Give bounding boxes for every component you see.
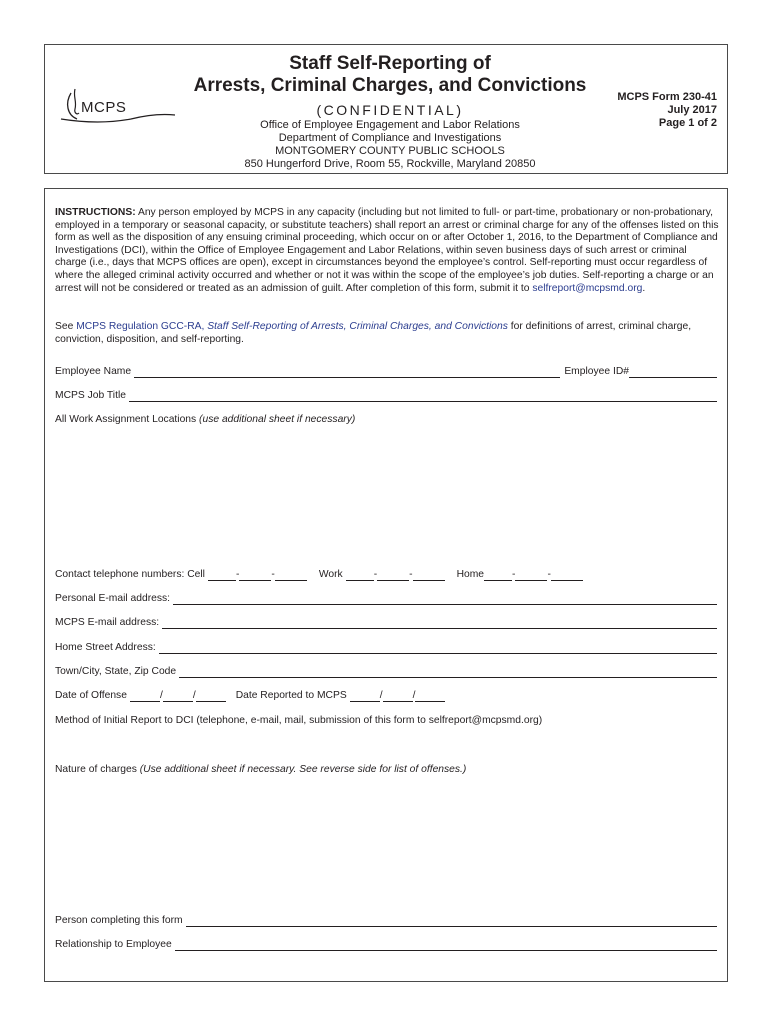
home-label: Home: [456, 569, 485, 580]
locations-area[interactable]: [55, 429, 717, 559]
form-number: MCPS Form 230-41: [617, 91, 717, 103]
relationship-field[interactable]: [175, 940, 717, 951]
regulation-note: See MCPS Regulation GCC-RA, Staff Self-Reporting of Arrests, Criminal Charges, and Convictions for definitions of arrest, criminal charge, conviction, disposition, and self-reporting.: [55, 321, 692, 345]
instructions-label: INSTRUCTIONS:: [55, 207, 136, 218]
logo-text: MCPS: [81, 99, 127, 116]
reported-month-field[interactable]: [350, 691, 380, 702]
school-system-line: MONTGOMERY COUNTY PUBLIC SCHOOLS: [275, 145, 505, 157]
instructions: INSTRUCTIONS: Any person employed by MCPS in any capacity (including but not limited to full- or part-time, probationary or non-probationary, employed in a temporary or seasonal capacity, or substitute teachers) shall report an arrest or criminal charge for any of the offenses listed on this form as well as the disposition of any ensuing criminal proceeding, which occur on or after October 1, 2016, to the Department of Compliance and Investigations (DCI), within the Office of Employee Engagement and Labor Relations, within seven business days of such arrest or criminal charge (i.e., days that MCPS offices are open), except in circumstances beyond the employee’s control. Self-reporting must occur regardless of where the alleged criminal activity occurred and whether or not it was within the scope of the employee’s job duties. Self-reporting a charge or an arrest will not be considered or treated as an admission of guilt. After completion of this form, submit it to selfreport@mcpsmd.org.: [55, 207, 719, 294]
page-number: Page 1 of 2: [658, 117, 717, 129]
personal-email-field[interactable]: [173, 594, 717, 605]
locations-note: (use additional sheet if necessary): [199, 414, 356, 425]
form-title-line1: Staff Self-Reporting of: [289, 53, 491, 74]
cell-prefix-field[interactable]: [239, 570, 271, 581]
address-line: 850 Hungerford Drive, Room 55, Rockville, Maryland 20850: [244, 158, 536, 170]
work-label: Work: [318, 569, 343, 580]
home-address-field[interactable]: [159, 643, 717, 654]
method-area[interactable]: [55, 729, 717, 755]
relationship-row: [55, 938, 717, 951]
form-header: [44, 44, 728, 174]
form-body: [44, 188, 728, 982]
personal-email-row: [55, 592, 717, 605]
home-address-label: Home Street Address:: [55, 642, 156, 653]
nature-note: (Use additional sheet if necessary. See reverse side for list of offenses.): [139, 764, 467, 775]
job-title-label: MCPS Job Title: [55, 390, 126, 401]
date-reported-label: Date Reported to MCPS: [235, 690, 347, 701]
person-completing-row: [55, 914, 717, 927]
cell-area-code-field[interactable]: [208, 570, 236, 581]
date-offense-label: Date of Offense: [55, 690, 127, 701]
title-block: [175, 53, 605, 171]
form-date: July 2017: [667, 104, 717, 116]
town-field[interactable]: [179, 667, 717, 678]
town-label: Town/City, State, Zip Code: [55, 666, 177, 677]
work-prefix-field[interactable]: [377, 570, 409, 581]
employee-name-label: Employee Name: [55, 366, 132, 377]
nature-label: Nature of charges: [55, 764, 137, 775]
personal-email-label: Personal E-mail address:: [55, 593, 171, 604]
mcps-logo: [59, 75, 179, 139]
nature-row: [55, 763, 717, 776]
home-area-code-field[interactable]: [484, 570, 512, 581]
locations-row: [55, 413, 717, 426]
office-line: Office of Employee Engagement and Labor Relations: [260, 119, 520, 131]
home-address-row: [55, 641, 717, 654]
mcps-email-field[interactable]: [162, 618, 717, 629]
home-number-field[interactable]: [551, 570, 583, 581]
contact-row: Contact telephone numbers: Cell - - Work - - Home - -: [55, 568, 717, 581]
department-line: Department of Compliance and Investigations: [278, 132, 502, 144]
employee-id-label: Employee ID#: [564, 366, 629, 377]
contact-label: Contact telephone numbers: Cell: [55, 569, 205, 580]
relationship-label: Relationship to Employee: [55, 939, 172, 950]
employee-name-row: [55, 365, 717, 378]
offense-year-field[interactable]: [196, 691, 226, 702]
job-title-field[interactable]: [129, 391, 717, 402]
work-number-field[interactable]: [413, 570, 445, 581]
employee-id-field[interactable]: [629, 367, 717, 378]
mcps-email-row: [55, 616, 717, 629]
form-meta: [617, 91, 717, 130]
person-completing-label: Person completing this form: [55, 915, 183, 926]
nature-area[interactable]: [55, 779, 717, 899]
employee-name-field[interactable]: [134, 367, 560, 378]
form-title-line2: Arrests, Criminal Charges, and Convictions: [193, 75, 587, 96]
method-row: [55, 714, 717, 727]
submit-email-link[interactable]: selfreport@mcpsmd.org: [532, 282, 643, 294]
reported-year-field[interactable]: [415, 691, 445, 702]
mcps-email-label: MCPS E-mail address:: [55, 617, 160, 628]
home-prefix-field[interactable]: [515, 570, 547, 581]
cell-number-field[interactable]: [275, 570, 307, 581]
reported-day-field[interactable]: [383, 691, 413, 702]
instructions-text: Any person employed by MCPS in any capacity (including but not limited to full- or part-time, probationary or non-probationary, employed in a temporary or seasonal capacity, or substitute teachers) shall report an arrest or criminal charge for any of the offenses listed on this form as well as the disposition of any ensuing criminal proceeding, which occur on or after October 1, 2016, to the Department of Compliance and Investigations (DCI), within the Office of Employee Engagement and Labor Relations, within seven business days of such arrest or criminal charge (i.e., days that MCPS offices are open), except in circumstances beyond the employee’s control. Self-reporting must occur regardless of where the alleged criminal activity occurred and whether or not it was within the scope of the employee’s job duties. Self-reporting a charge or an arrest will not be considered or treated as an admission of guilt. After completion of this form, submit it to: [55, 207, 719, 294]
offense-day-field[interactable]: [163, 691, 193, 702]
confidential-label: (CONFIDENTIAL): [316, 102, 464, 118]
offense-month-field[interactable]: [130, 691, 160, 702]
work-area-code-field[interactable]: [346, 570, 374, 581]
dates-row: Date of Offense / / Date Reported to MCPS / /: [55, 689, 717, 702]
method-label: Method of Initial Report to DCI (telephone, e-mail, mail, submission of this form to selfreport@mcpsmd.org): [55, 715, 543, 726]
locations-label: All Work Assignment Locations: [55, 414, 197, 425]
job-title-row: [55, 389, 717, 402]
person-completing-field[interactable]: [186, 916, 717, 927]
regulation-title-link[interactable]: Staff Self-Reporting of Arrests, Criminal Charges, and Convictions: [207, 321, 508, 332]
regulation-link[interactable]: MCPS Regulation GCC-RA,: [76, 321, 205, 332]
town-row: [55, 665, 717, 678]
